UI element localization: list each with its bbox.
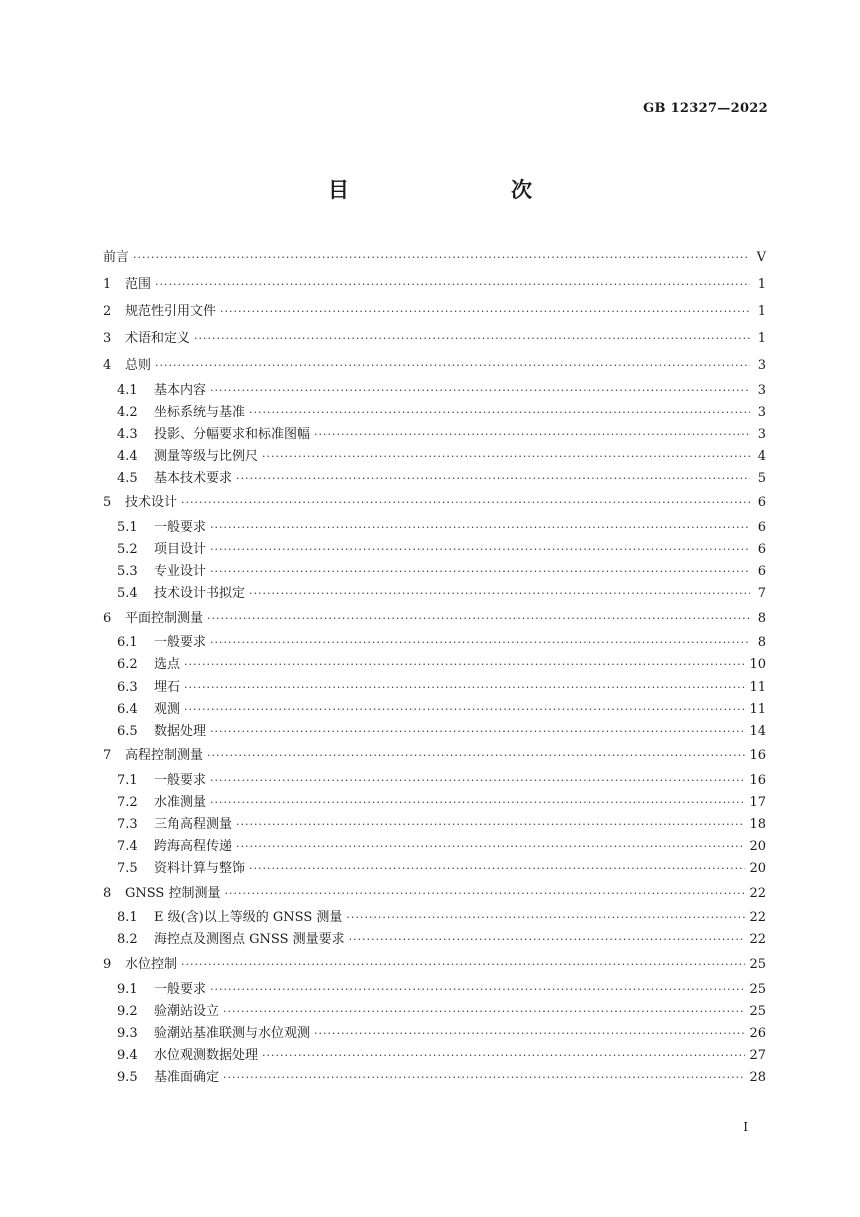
toc-entry-page: 10 <box>749 657 766 673</box>
toc-entry[interactable] <box>103 654 766 676</box>
toc-entry[interactable] <box>103 929 766 951</box>
toc-entry-label: 基本技术要求 <box>154 470 233 486</box>
toc-dot-leader <box>210 543 750 556</box>
toc-entry-page: 16 <box>749 748 766 764</box>
toc-entry-label: 技术设计书拟定 <box>154 586 246 602</box>
toc-entry-label: 前言 <box>103 250 130 265</box>
toc-dot-leader <box>314 428 750 441</box>
toc-entry-page: 6 <box>757 495 766 511</box>
toc-entry-number: 9.2 <box>117 1003 138 1019</box>
toc-dot-leader <box>207 612 750 625</box>
toc-entry-label: 选点 <box>154 657 181 673</box>
toc-entry-page: 25 <box>749 981 766 997</box>
toc-dot-leader <box>314 1027 745 1040</box>
toc-entry-page: 14 <box>749 723 766 739</box>
toc-entry-label: 术语和定义 <box>125 331 191 346</box>
toc-entry-number: 9 <box>103 956 112 972</box>
toc-entry-label: 资料计算与整饰 <box>154 861 246 877</box>
toc-entry-page: 26 <box>749 1025 766 1041</box>
toc-entry-label: 验潮站基准联测与水位观测 <box>154 1025 311 1041</box>
toc-entry-label: 三角高程测量 <box>154 817 233 833</box>
toc-entry-label: 海控点及测图点 GNSS 测量要求 <box>154 932 345 948</box>
toc-entry-number: 8.2 <box>117 932 138 948</box>
toc-entry-number: 6.1 <box>117 635 138 651</box>
toc-entry-number: 7.2 <box>117 794 138 810</box>
toc-entry-number: 5.1 <box>117 520 138 536</box>
toc-entry-page: 20 <box>749 839 766 855</box>
toc-entry-label: 技术设计 <box>125 495 178 511</box>
toc-entry[interactable] <box>103 489 766 516</box>
toc-entry-number: 7.1 <box>117 772 138 788</box>
toc-entry[interactable] <box>103 271 766 298</box>
toc-entry[interactable] <box>103 605 766 632</box>
toc-entry-number: 6.5 <box>117 723 138 739</box>
toc-entry[interactable] <box>103 720 766 742</box>
toc-dot-leader <box>210 796 745 809</box>
toc-dot-leader <box>223 1071 745 1084</box>
toc-entry-page: 18 <box>749 817 766 833</box>
toc-entry-page: 11 <box>749 701 766 717</box>
toc-dot-leader <box>262 450 750 463</box>
toc-entry-page: 6 <box>757 564 766 580</box>
toc-entry-page: 27 <box>749 1047 766 1063</box>
toc-entry-number: 7.4 <box>117 839 138 855</box>
toc-entry-number: 9.1 <box>117 981 138 997</box>
toc-dot-leader <box>210 521 750 534</box>
toc-entry[interactable] <box>103 244 766 271</box>
toc-entry-label: 规范性引用文件 <box>125 304 217 319</box>
page-number: Ⅰ <box>743 1120 748 1134</box>
toc-dot-leader <box>184 703 745 716</box>
toc-entry-label: 埋石 <box>154 679 181 695</box>
toc-entry[interactable] <box>103 1022 766 1044</box>
toc-entry-number: 7.3 <box>117 817 138 833</box>
toc-entry-number: 5.4 <box>117 586 138 602</box>
toc-entry-page: 6 <box>757 542 766 558</box>
toc-entry[interactable] <box>103 423 766 445</box>
toc-entry[interactable] <box>103 352 766 379</box>
toc-entry-number: 9.4 <box>117 1047 138 1063</box>
table-of-contents <box>103 244 766 1088</box>
toc-entry[interactable] <box>103 379 766 401</box>
toc-entry-number: 4.4 <box>117 448 138 464</box>
toc-dot-leader <box>223 1005 745 1018</box>
toc-dot-leader <box>184 658 745 671</box>
toc-entry-number: 5.2 <box>117 542 138 558</box>
toc-entry[interactable] <box>103 880 766 907</box>
toc-entry[interactable] <box>103 632 766 654</box>
toc-dot-leader <box>249 406 750 419</box>
toc-entry[interactable] <box>103 298 766 325</box>
toc-entry-page: 8 <box>757 635 766 651</box>
toc-entry-page: 5 <box>757 470 766 486</box>
toc-entry-number: 6 <box>103 610 112 626</box>
toc-entry-page: 1 <box>757 277 766 292</box>
toc-dot-leader <box>262 1049 745 1062</box>
toc-entry[interactable] <box>103 907 766 929</box>
toc-dot-leader <box>155 278 750 291</box>
toc-dot-leader <box>236 818 745 831</box>
toc-dot-leader <box>210 725 745 738</box>
toc-entry-number: 4.2 <box>117 404 138 420</box>
toc-entry-page: Ⅴ <box>756 250 766 265</box>
toc-entry-number: 4.5 <box>117 470 138 486</box>
toc-entry[interactable] <box>103 742 766 769</box>
toc-entry[interactable] <box>103 467 766 489</box>
toc-dot-leader <box>349 933 746 946</box>
toc-entry-page: 3 <box>757 382 766 398</box>
toc-dot-leader <box>224 887 745 900</box>
toc-entry[interactable] <box>103 978 766 1000</box>
toc-entry-label: 观测 <box>154 701 181 717</box>
toc-entry-label: E 级(含)以上等级的 GNSS 测量 <box>154 910 343 926</box>
toc-entry-label: 投影、分幅要求和标准图幅 <box>154 426 311 442</box>
toc-entry-page: 4 <box>757 448 766 464</box>
standard-code: GB 12327—2022 <box>643 101 768 116</box>
toc-dot-leader <box>155 359 750 372</box>
toc-dot-leader <box>346 911 745 924</box>
toc-entry[interactable] <box>103 561 766 583</box>
toc-entry-label: 项目设计 <box>154 542 207 558</box>
toc-entry-label: 基准面确定 <box>154 1069 220 1085</box>
toc-dot-leader <box>181 958 745 971</box>
toc-entry[interactable] <box>103 516 766 538</box>
toc-entry-label: 水位控制 <box>125 956 178 972</box>
toc-entry-label: 平面控制测量 <box>125 610 204 626</box>
toc-entry-number: 6.2 <box>117 657 138 673</box>
toc-entry-page: 16 <box>749 772 766 788</box>
toc-dot-leader <box>210 774 745 787</box>
toc-entry-page: 22 <box>749 910 766 926</box>
toc-entry-page: 17 <box>749 794 766 810</box>
toc-entry-page: 22 <box>749 885 766 901</box>
toc-entry[interactable] <box>103 1066 766 1088</box>
toc-dot-leader <box>249 587 750 600</box>
page-title: 目 次 <box>328 177 572 202</box>
toc-entry-number: 7 <box>103 748 112 764</box>
toc-entry-label: 水准测量 <box>154 794 207 810</box>
toc-entry-page: 22 <box>749 932 766 948</box>
toc-entry-label: 测量等级与比例尺 <box>154 448 259 464</box>
toc-entry-number: 9.5 <box>117 1069 138 1085</box>
toc-entry-page: 1 <box>757 304 766 319</box>
toc-dot-leader <box>210 565 750 578</box>
toc-entry[interactable] <box>103 791 766 813</box>
toc-entry-page: 3 <box>757 426 766 442</box>
toc-entry[interactable] <box>103 401 766 423</box>
toc-entry-label: 基本内容 <box>154 382 207 398</box>
toc-dot-leader <box>236 472 750 485</box>
toc-entry-page: 3 <box>757 404 766 420</box>
toc-dot-leader <box>194 332 750 345</box>
toc-entry[interactable] <box>103 858 766 880</box>
toc-entry-label: 坐标系统与基准 <box>154 404 246 420</box>
toc-entry-label: 数据处理 <box>154 723 207 739</box>
toc-entry-number: 1 <box>103 277 112 292</box>
toc-entry[interactable] <box>103 676 766 698</box>
toc-entry[interactable] <box>103 539 766 561</box>
toc-entry-page: 7 <box>757 586 766 602</box>
toc-entry-label: 水位观测数据处理 <box>154 1047 259 1063</box>
toc-entry-label: 一般要求 <box>154 635 207 651</box>
toc-entry-number: 5 <box>103 495 112 511</box>
toc-dot-leader <box>236 840 745 853</box>
toc-entry-label: 高程控制测量 <box>125 748 204 764</box>
toc-entry[interactable] <box>103 814 766 836</box>
toc-dot-leader <box>207 749 745 762</box>
toc-entry[interactable] <box>103 583 766 605</box>
toc-entry-page: 3 <box>757 358 766 373</box>
toc-entry-page: 1 <box>757 331 766 346</box>
toc-entry-number: 7.5 <box>117 861 138 877</box>
toc-entry[interactable] <box>103 698 766 720</box>
toc-entry-label: 总则 <box>125 358 152 373</box>
toc-entry[interactable] <box>103 951 766 978</box>
toc-entry-page: 25 <box>749 956 766 972</box>
toc-entry-number: 4 <box>103 358 112 373</box>
toc-dot-leader <box>249 862 745 875</box>
toc-entry-label: 一般要求 <box>154 772 207 788</box>
toc-dot-leader <box>220 305 750 318</box>
toc-entry-number: 2 <box>103 304 112 319</box>
toc-entry-label: 验潮站设立 <box>154 1003 220 1019</box>
toc-entry-page: 11 <box>749 679 766 695</box>
toc-entry-label: 专业设计 <box>154 564 207 580</box>
toc-entry-page: 6 <box>757 520 766 536</box>
toc-entry-number: 5.3 <box>117 564 138 580</box>
toc-dot-leader <box>184 681 745 694</box>
toc-entry-page: 25 <box>749 1003 766 1019</box>
toc-entry[interactable] <box>103 836 766 858</box>
toc-entry-page: 28 <box>749 1069 766 1085</box>
toc-entry-number: 4.3 <box>117 426 138 442</box>
toc-entry-label: GNSS 控制测量 <box>125 885 221 901</box>
toc-entry-number: 9.3 <box>117 1025 138 1041</box>
toc-entry-number: 6.3 <box>117 679 138 695</box>
toc-entry-number: 6.4 <box>117 701 138 717</box>
toc-entry[interactable] <box>103 769 766 791</box>
toc-entry[interactable] <box>103 445 766 467</box>
toc-entry-label: 范围 <box>125 277 152 292</box>
toc-entry-number: 8 <box>103 885 112 901</box>
toc-dot-leader <box>133 251 750 264</box>
toc-entry-page: 20 <box>749 861 766 877</box>
toc-entry-number: 4.1 <box>117 382 138 398</box>
toc-entry-page: 8 <box>757 610 766 626</box>
toc-dot-leader <box>210 384 750 397</box>
toc-dot-leader <box>210 636 750 649</box>
toc-entry[interactable] <box>103 1044 766 1066</box>
toc-entry-label: 一般要求 <box>154 520 207 536</box>
toc-entry-label: 一般要求 <box>154 981 207 997</box>
toc-dot-leader <box>181 496 750 509</box>
toc-entry-number: 8.1 <box>117 910 138 926</box>
toc-entry-number: 3 <box>103 331 112 346</box>
toc-entry[interactable] <box>103 1000 766 1022</box>
toc-dot-leader <box>210 983 745 996</box>
toc-entry-label: 跨海高程传递 <box>154 839 233 855</box>
toc-entry[interactable] <box>103 325 766 352</box>
